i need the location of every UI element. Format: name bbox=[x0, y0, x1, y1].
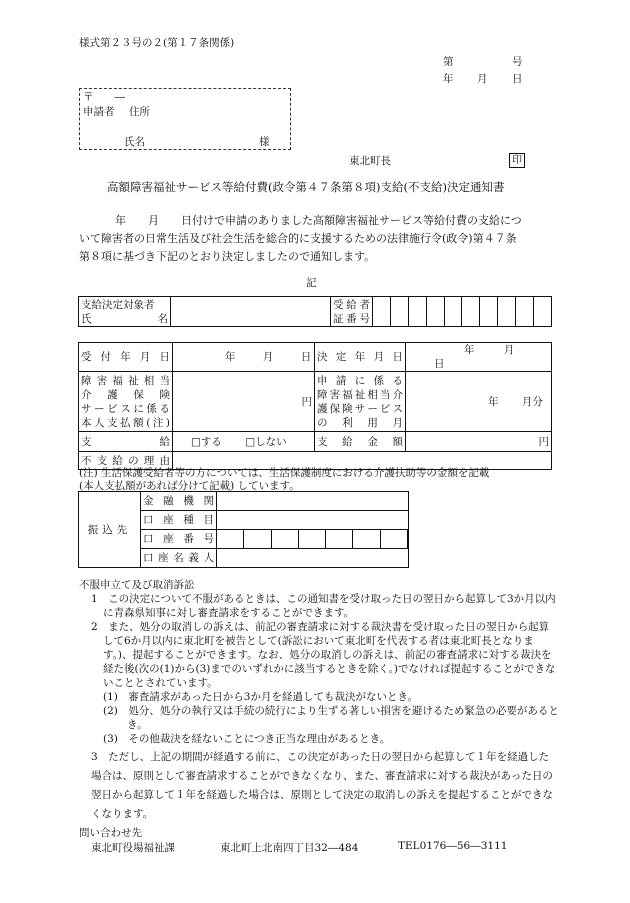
contact-office: 東北町役場福祉課 bbox=[91, 842, 175, 854]
account-digit[interactable] bbox=[217, 530, 244, 549]
account-digit[interactable] bbox=[353, 530, 380, 549]
intro-line-2: いて障害者の日常生活及び社会生活を総合的に支援するための法律施行令(政令)第４７条 bbox=[79, 232, 517, 245]
account-digit[interactable] bbox=[244, 530, 271, 549]
name-label: 氏名 bbox=[124, 136, 145, 148]
form-id: 様式第２３号の２(第１７条関係) bbox=[79, 37, 235, 49]
number-dai: 第 bbox=[443, 56, 454, 68]
copay-line-2: 介 護 保 険 bbox=[81, 388, 170, 401]
recipient-digit[interactable] bbox=[390, 297, 408, 327]
bank-group-label: 振込先 bbox=[79, 492, 141, 568]
contact-tel: TEL0176―56―3111 bbox=[398, 840, 508, 852]
receipt-year: 年 bbox=[225, 351, 236, 363]
account-holder-label: 口座名義人 bbox=[141, 549, 217, 568]
reason-label: 不支給の理由 bbox=[79, 452, 173, 470]
target-table bbox=[78, 296, 552, 327]
appeal-item-1: 1 この決定について不服があるときは、この通知書を受け取った日の翌日から起算して3か月以内に青森県知事に対し審査請求をすることができます。 bbox=[91, 593, 556, 619]
applicant-label: 申請者 bbox=[83, 106, 115, 118]
account-digit[interactable] bbox=[298, 530, 325, 549]
copay-line-4: 本人支払額(注) bbox=[81, 416, 170, 429]
ki-heading: 記 bbox=[306, 277, 317, 289]
appeal-item-2-1: (1) 審査請求があった日から3か月を経過しても裁決がないとき。 bbox=[103, 691, 419, 703]
receipt-month: 月 bbox=[262, 351, 274, 363]
postal-code: 〒 ― bbox=[83, 91, 125, 103]
claim-line-1: 申請に係る bbox=[317, 374, 403, 387]
target-name-field[interactable] bbox=[171, 297, 331, 327]
seal-stamp: 印 bbox=[509, 153, 525, 168]
appeal-heading: 不服申立て及び取消訴訟 bbox=[79, 579, 195, 591]
note-line-2: (本人支払額があれば分けて記載) しています。 bbox=[79, 480, 300, 492]
account-type-label: 口座種目 bbox=[141, 511, 217, 530]
copay-label bbox=[79, 372, 173, 432]
copay-line-1: 障害福祉相当 bbox=[81, 374, 170, 387]
payment-yes-checkbox[interactable]: □する bbox=[191, 435, 222, 448]
recipient-digit[interactable] bbox=[534, 297, 552, 327]
claim-month-field[interactable] bbox=[406, 372, 552, 432]
contact-address: 東北町上北南四丁目32―484 bbox=[220, 842, 359, 854]
payment-options[interactable] bbox=[173, 432, 315, 452]
account-digit[interactable] bbox=[380, 530, 407, 549]
decision-date-label: 決定年月日 bbox=[315, 343, 406, 372]
amount-label: 支 給 金 額 bbox=[315, 432, 406, 452]
date-month: 月 bbox=[477, 73, 488, 85]
target-label-cell bbox=[79, 297, 171, 327]
recipient-digit[interactable] bbox=[408, 297, 426, 327]
decision-day: 日 bbox=[434, 358, 445, 370]
yen-unit: 円 bbox=[301, 395, 312, 408]
payment-label: 支 給 bbox=[79, 432, 173, 452]
document-title: 高額障害福祉サービス等給付費(政令第４７条第８項)支給(不支給)決定通知書 bbox=[107, 180, 505, 194]
receipt-day: 日 bbox=[300, 351, 312, 363]
claim-line-4: の 利 用 月 bbox=[317, 416, 403, 429]
target-label-1: 支給決定対象者 bbox=[81, 298, 155, 311]
address-label: 住所 bbox=[129, 106, 150, 118]
intro-line-3: 第８項に基づき下記のとおり決定しましたので通知します。 bbox=[79, 250, 376, 263]
claim-line-3: 護保険サービス bbox=[317, 402, 403, 415]
recipient-digit[interactable] bbox=[462, 297, 480, 327]
account-digit[interactable] bbox=[271, 530, 298, 549]
appeal-item-2-3: (3) その他裁決を経ないことにつき正当な理由があるとき。 bbox=[103, 733, 391, 745]
note-line-1: (注) 生活保護受給者等の方については、生活保護制度における介護扶助等の金額を記載 bbox=[79, 467, 490, 479]
payment-no-checkbox[interactable]: □しない bbox=[245, 435, 287, 448]
recipient-label-1: 受給者 bbox=[333, 298, 370, 311]
recipient-digit[interactable] bbox=[426, 297, 444, 327]
appeal-item-2: 2 また、処分の取消しの訴えは、前記の審査請求に対する裁決書を受け取った日の翌日から起算して6か月以内に東北町を被告として(訴訟において東北町を代表する者は東北町長となります。)、提起することができます。なお、処分の取消しの訴えは、前記の審査請求に対する裁決を経た後(次の(1)から(3)までのいずれかに該当するときを除く。)でなければ提起することができないこととされています。 bbox=[91, 621, 556, 689]
recipient-label-2: 証番号 bbox=[333, 312, 370, 325]
decision-month: 月 bbox=[503, 344, 515, 356]
account-number-label: 口座番号 bbox=[141, 530, 217, 549]
recipient-digit[interactable] bbox=[516, 297, 534, 327]
recipient-digit[interactable] bbox=[373, 297, 391, 327]
claim-month-label bbox=[315, 372, 406, 432]
date-year: 年 bbox=[443, 73, 454, 85]
recipient-digit[interactable] bbox=[498, 297, 516, 327]
recipient-label-cell bbox=[331, 297, 373, 327]
appeal-section bbox=[79, 578, 559, 824]
claim-year: 年 bbox=[488, 395, 499, 408]
account-type-field[interactable] bbox=[217, 511, 409, 530]
account-digit-end bbox=[407, 530, 408, 549]
intro-line-1: 年 月 日付けで申請のありました高額障害福祉サービス等給付費の支給につ bbox=[115, 214, 522, 227]
target-label-2: 氏 名 bbox=[81, 312, 168, 325]
contact-heading: 問い合わせ先 bbox=[79, 827, 142, 839]
receipt-date-label: 受付年月日 bbox=[79, 343, 173, 372]
recipient-digit[interactable] bbox=[480, 297, 498, 327]
recipient-digit[interactable] bbox=[444, 297, 462, 327]
decision-year: 年 bbox=[464, 344, 475, 356]
claim-month: 月分 bbox=[521, 395, 543, 408]
bank-name-label: 金融機関 bbox=[141, 492, 217, 511]
appeal-item-2-2: (2) 処分、処分の執行又は手続の続行により生ずる著しい損害を避けるため緊急の必要があるとき。 bbox=[103, 705, 559, 731]
receipt-date-field[interactable] bbox=[173, 343, 315, 372]
bank-name-field[interactable] bbox=[217, 492, 409, 511]
appeal-item-3: 3 ただし、上記の期間が経過する前に、この決定があった日の翌日から起算して１年を経過した場合は、原則として審査請求することができなくなり、また、審査請求に対する裁決があった日の翌日から起算して１年を経過した場合は、原則として決定の取消しの訴えを提起することができなくなります。 bbox=[91, 751, 553, 820]
yen-unit: 円 bbox=[538, 435, 549, 448]
copay-amount-field[interactable] bbox=[173, 372, 315, 432]
sama-label: 様 bbox=[259, 136, 270, 148]
account-holder-field[interactable] bbox=[217, 549, 409, 568]
bank-table bbox=[78, 491, 409, 568]
number-go: 号 bbox=[512, 56, 523, 68]
issuer: 東北町長 bbox=[349, 155, 391, 167]
copay-line-3: サービスに係る bbox=[81, 402, 170, 415]
date-day: 日 bbox=[512, 73, 523, 85]
amount-field[interactable] bbox=[406, 432, 552, 452]
decision-date-field[interactable] bbox=[406, 343, 552, 372]
claim-line-2: 障害福祉相当介 bbox=[317, 388, 403, 401]
account-digit[interactable] bbox=[326, 530, 353, 549]
decision-table bbox=[78, 342, 552, 470]
